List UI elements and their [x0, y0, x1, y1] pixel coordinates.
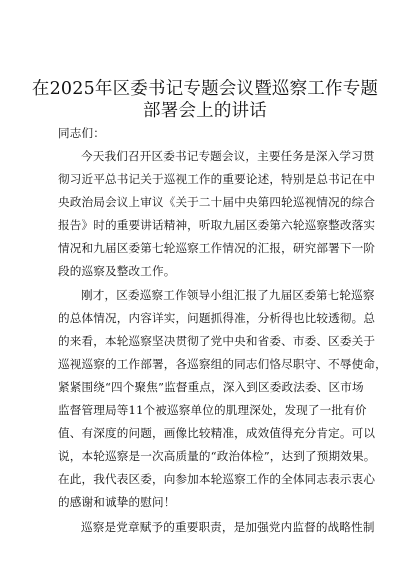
paragraph-3-line-1: 巡察是党章赋予的重要职责，是加强党内监督的战略性制 [81, 520, 375, 534]
paragraph-2-line-4: 巡视巡察的工作部署，各巡察组的同志们恪尽职守、不辱使命， [58, 357, 387, 371]
paragraph-2-line-3: 的来看，本轮巡察坚决贯彻了党中央和省委、市委、区委关于 [58, 334, 376, 348]
salutation: 同志们： [58, 126, 105, 140]
paragraph-2-line-9: 在此，我代表区委，向参加本轮巡察工作的全体同志表示衷心 [58, 472, 376, 486]
paragraph-1-line-4: 报告》时的重要讲话精神，听取九届区委第六轮巡察整改落实 [58, 218, 376, 232]
document-title-line-1: 在2025年区委书记专题会议暨巡察工作专题 [31, 79, 379, 99]
paragraph-1-line-6: 段的巡察及整改工作。 [58, 264, 176, 278]
paragraph-1-line-3: 央政治局会议上审议《关于二十届中央第四轮巡视情况的综合 [58, 195, 376, 209]
paragraph-2-line-1: 刚才，区委巡察工作领导小组汇报了九届区委第七轮巡察 [81, 288, 375, 302]
paragraph-2-line-2: 的总体情况，内容详实，问题抓得准，分析得也比较透彻。总 [58, 311, 376, 325]
paragraph-2-line-7: 值、有深度的问题，画像比较精准，成效值得充分肯定。可以 [58, 426, 376, 440]
document-title-line-2: 部署会上的讲话 [143, 101, 267, 121]
paragraph-2-line-6: 监督管理局等11个被巡察单位的肌理深处，发现了一批有价 [58, 403, 367, 417]
paragraph-2-line-10: 的感谢和诚挚的慰问！ [58, 495, 176, 509]
paragraph-2-line-5: 紧紧围绕“四个聚焦”监督重点，深入到区委政法委、区市场 [58, 380, 364, 394]
paragraph-1-line-2: 彻习近平总书记关于巡视工作的重要论述，特别是总书记在中 [58, 172, 376, 186]
paragraph-1-line-1: 今天我们召开区委书记专题会议，主要任务是深入学习贯 [81, 149, 375, 163]
paragraph-1-line-5: 情况和九届区委第七轮巡察工作情况的汇报，研究部署下一阶 [58, 241, 376, 255]
paragraph-2-line-8: 说，本轮巡察是一次高质量的“政治体检”，达到了预期效果。 [58, 449, 376, 463]
